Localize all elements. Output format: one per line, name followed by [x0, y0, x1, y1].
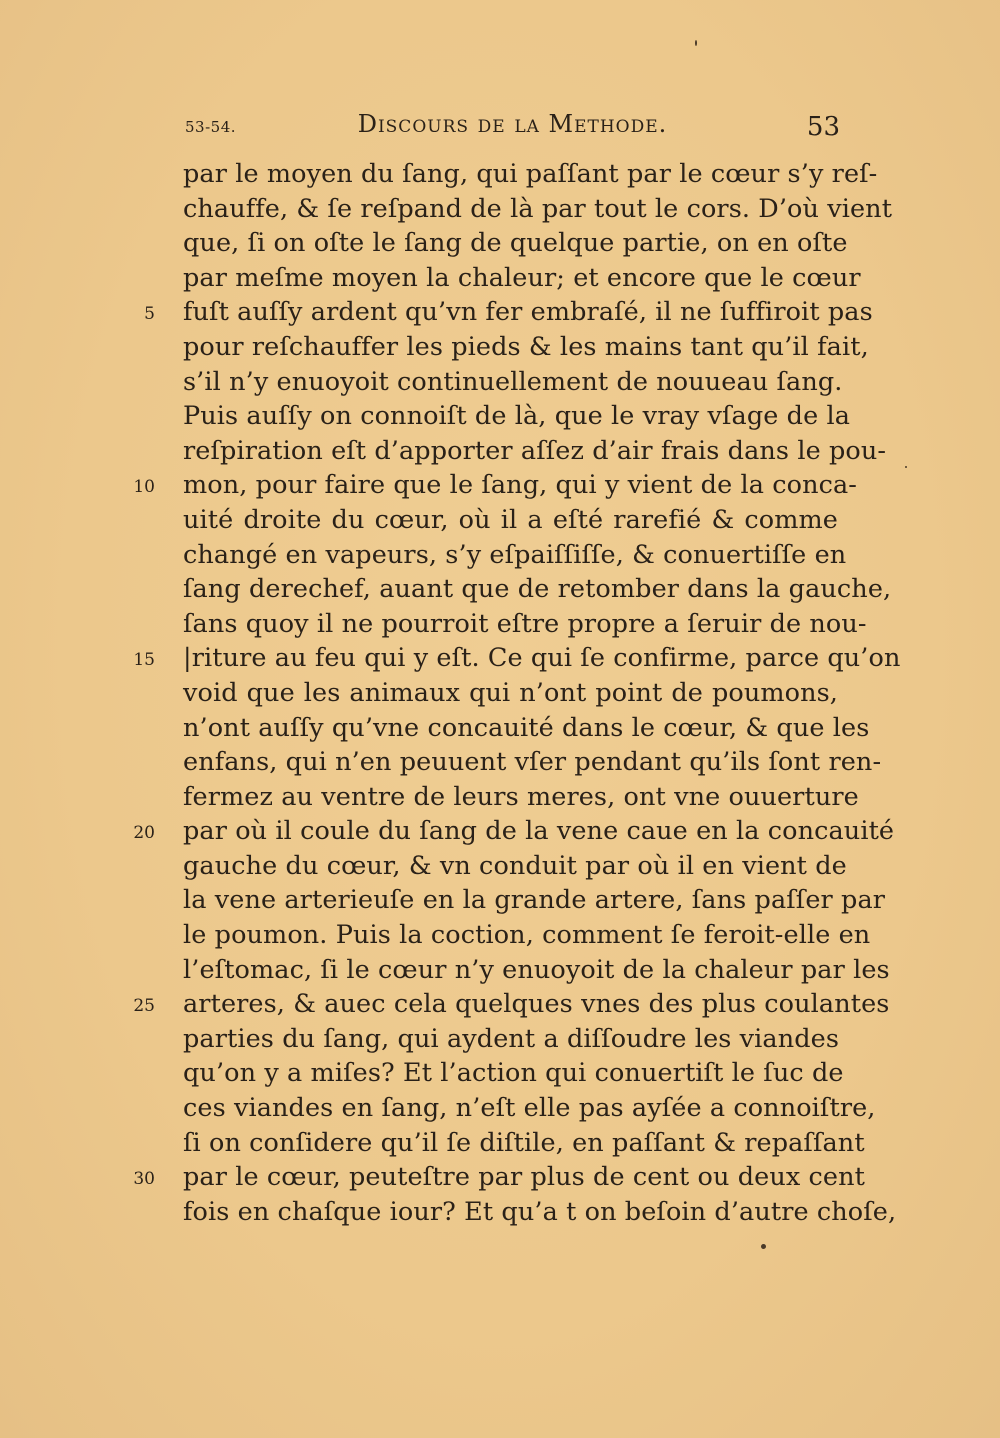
- line-text: uité droite du cœur, où il a eſté rarefié & comme: [183, 504, 838, 535]
- text-line: [0, 1195, 1000, 1230]
- line-number: 20: [133, 823, 155, 844]
- text-line: [0, 330, 1000, 365]
- body-text: [0, 157, 1000, 1229]
- line-text: chauffe, & ſe reſpand de là par tout le cors. D’où vient: [183, 193, 893, 224]
- line-text: s’il n’y enuoyoit continuellement de nouueau ſang.: [183, 366, 843, 397]
- text-line: [0, 607, 1000, 642]
- line-text: la vene arterieuſe en la grande artere, ſans paſſer par: [183, 885, 886, 916]
- line-text: ces viandes en ſang, n’eſt elle pas ayſée a connoiſtre,: [183, 1093, 876, 1124]
- line-text: arteres, & auec cela quelques vnes des plus coulantes: [183, 989, 890, 1020]
- text-line: [0, 953, 1000, 988]
- line-text: par le moyen du ſang, qui paſſant par le cœur s’y reſ-: [183, 159, 878, 189]
- text-line: [0, 365, 1000, 400]
- text-line: [0, 1091, 1000, 1126]
- text-line: [0, 157, 1000, 192]
- line-number: 30: [133, 1169, 155, 1190]
- line-text: fois en chaſque iour? Et qu’a t on beſoin d’autre choſe,: [183, 1196, 897, 1227]
- line-text: enfans, qui n’en peuuent vſer pendant qu’ils ſont ren-: [183, 747, 882, 778]
- text-line: [0, 399, 1000, 434]
- text-line: [0, 883, 1000, 918]
- line-text: ſang derechef, auant que de retomber dans la gauche,: [183, 574, 892, 605]
- line-number: 15: [133, 650, 155, 671]
- text-line: [0, 261, 1000, 296]
- page-range: 53-54.: [185, 118, 237, 136]
- line-text: Puis auſſy on connoiſt de là, que le vray vſage de la: [183, 401, 851, 432]
- line-number: 10: [133, 477, 155, 498]
- text-line: [0, 226, 1000, 261]
- ink-speck: [761, 1244, 766, 1249]
- line-text: par meſme moyen la chaleur; et encore que le cœur: [183, 262, 861, 293]
- text-line: [0, 1160, 1000, 1195]
- text-line: [0, 468, 1000, 503]
- line-text: que, ſi on oſte le ſang de quelque partie, on en oſte: [183, 228, 848, 259]
- line-text: fermez au ventre de leurs meres, ont vne ouuerture: [183, 781, 859, 812]
- line-text: par où il coule du ſang de la vene caue en la concauité: [183, 816, 895, 847]
- line-text: parties du ſang, qui aydent a diſſoudre les viandes: [183, 1023, 840, 1054]
- line-text: qu’on y a miſes? Et l’action qui conuertiſt le ſuc de: [183, 1058, 844, 1089]
- text-line: [0, 987, 1000, 1022]
- text-line: [0, 1126, 1000, 1161]
- text-line: [0, 1056, 1000, 1091]
- line-text: ſans quoy il ne pourroit eſtre propre a ſeruir de nou-: [183, 608, 867, 639]
- text-line: [0, 503, 1000, 538]
- line-text: par le cœur, peuteſtre par plus de cent ou deux cent: [183, 1162, 865, 1193]
- line-number: 5: [144, 304, 155, 325]
- line-text: ſi on conſidere qu’il ſe diſtile, en paſſant & repaſſant: [183, 1127, 865, 1158]
- line-number: 25: [133, 996, 155, 1017]
- line-text: le poumon. Puis la coction, comment ſe feroit-elle en: [183, 920, 871, 951]
- running-header: [185, 108, 840, 148]
- text-line: [0, 641, 1000, 676]
- text-line: [0, 745, 1000, 780]
- text-line: [0, 780, 1000, 815]
- text-line: [0, 711, 1000, 746]
- line-text: pour reſchauffer les pieds & les mains tant qu’il fait,: [183, 331, 869, 362]
- text-line: [0, 295, 1000, 330]
- text-line: [0, 1022, 1000, 1057]
- line-text: gauche du cœur, & vn conduit par où il en vient de: [183, 850, 847, 881]
- text-line: [0, 434, 1000, 469]
- page-number: 53: [806, 112, 840, 142]
- ink-speck: [695, 40, 697, 46]
- text-line: [0, 849, 1000, 884]
- line-text: l’eſtomac, ſi le cœur n’y enuoyoit de la chaleur par les: [183, 954, 890, 985]
- line-text: changé en vapeurs, s’y eſpaiſſiſſe, & conuertiſſe en: [183, 539, 847, 570]
- line-text: n’ont auſſy qu’vne concauité dans le cœur, & que les: [183, 712, 870, 743]
- line-text: void que les animaux qui n’ont point de poumons,: [183, 677, 838, 708]
- line-text: reſpiration eſt d’apporter aſſez d’air frais dans le pou-: [183, 435, 887, 466]
- text-line: [0, 572, 1000, 607]
- line-text: fuſt auſſy ardent qu’vn fer embraſé, il ne ſuffiroit pas: [183, 297, 873, 328]
- running-title: Discours de la Methode.: [357, 110, 668, 138]
- text-line: [0, 192, 1000, 227]
- text-line: [0, 814, 1000, 849]
- text-line: [0, 676, 1000, 711]
- text-line: [0, 538, 1000, 573]
- line-text: |riture au feu qui y eſt. Ce qui ſe confirme, parce qu’on: [183, 643, 901, 674]
- text-line: [0, 918, 1000, 953]
- line-text: mon, pour faire que le ſang, qui y vient de la conca-: [183, 470, 858, 501]
